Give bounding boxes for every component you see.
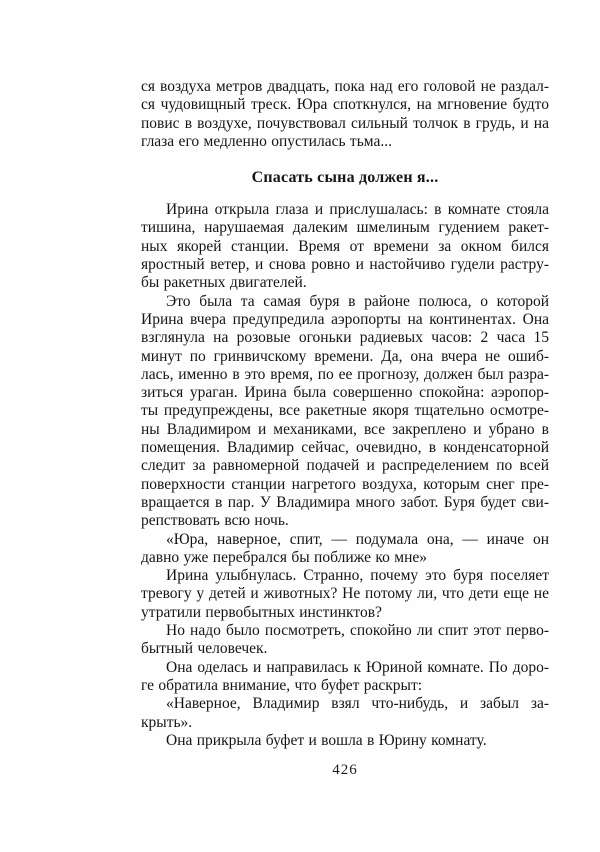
text-line: Она оделась и направилась к Юриной комнате. По доро- [166, 658, 549, 676]
text-line: репствовать всю ночь. [141, 512, 289, 530]
page-text-block [141, 78, 549, 750]
text-line: Это была та самая буря в районе полюса, о которой [166, 292, 549, 310]
text-line: Ирина вчера предупредила аэропорты на континентах. Она [141, 310, 549, 328]
text-line: яростный ветер, и снова ровно и настойчиво гудели растру- [141, 256, 549, 274]
text-line: Ирина открыла глаза и прислушалась: в комнате стояла [166, 201, 549, 219]
text-line: давно уже перебрался бы поближе ко мне» [141, 548, 427, 566]
text-line: Она прикрыла буфет и вошла в Юрину комнату. [166, 731, 487, 749]
text-line: лась, именно в это время, по ее прогнозу, должен был разра- [141, 365, 549, 383]
paragraph [141, 695, 549, 732]
text-line: ных якорей станции. Время от времени за окном бился [141, 237, 549, 255]
text-line: крыть». [141, 713, 193, 731]
text-line: бы ракетных двигателей. [141, 274, 307, 292]
text-line: ге обратила внимание, что буфет раскрыт: [141, 676, 423, 694]
paragraph [141, 201, 549, 292]
text-line: поверхности станции нагретого воздуха, которым снег пре- [141, 475, 549, 493]
text-line: следит за равномерной подачей и распределением по всей [141, 457, 549, 475]
text-line: взглянула на розовые огоньки радиевых часов: 2 часа 15 [141, 329, 549, 347]
paragraph [141, 567, 549, 622]
paragraph [141, 659, 549, 696]
paragraph [141, 531, 549, 568]
text-line: глаза его медленно опустилась тьма... [141, 132, 392, 150]
text-line: помещения. Владимир сейчас, очевидно, в конденсаторной [141, 439, 549, 457]
text-line: «Наверное, Владимир взял что-нибудь, и забыл за- [166, 695, 549, 713]
text-line: зиться ураган. Ирина была совершенно спокойна: аэропор- [141, 384, 549, 402]
text-line: ся воздуха метров двадцать, пока над его головой не раздал- [141, 78, 549, 95]
text-line: бытный человечек. [141, 640, 268, 658]
text-line: тревогу у детей и животных? Не потому ли, что дети еще не [141, 585, 549, 603]
paragraph [141, 78, 549, 151]
text-line: утратили первобытных инстинктов? [141, 603, 382, 621]
page-number: 426 [332, 762, 358, 778]
text-line: ты предупреждены, все ракетные якоря тщательно осмотре- [141, 402, 549, 420]
text-line: Ирина улыбнулась. Странно, почему это буря поселяет [166, 567, 549, 585]
text-line: минут по гринвичскому времени. Да, она вчера не ошиб- [141, 347, 549, 365]
paragraph [141, 622, 549, 659]
text-line: ны Владимиром и механиками, все закреплено и убрано в [141, 420, 549, 438]
text-line: повис в воздухе, почувствовал сильный толчок в грудь, и на [141, 114, 549, 132]
paragraph [141, 732, 549, 750]
text-line: тишина, нарушаемая далеким шмелиным гудением ракет- [141, 219, 549, 237]
text-line: вращается в пар. У Владимира много забот. Буря будет сви- [141, 493, 549, 511]
section-heading: Спасать сына должен я... [251, 169, 439, 187]
paragraph [141, 293, 549, 531]
text-line: Но надо было посмотреть, спокойно ли спит этот перво- [166, 622, 549, 640]
text-line: ся чудовищный треск. Юра споткнулся, на мгновение будто [141, 96, 549, 114]
text-line: «Юра, наверное, спит, — подумала она, — иначе он [166, 530, 549, 548]
